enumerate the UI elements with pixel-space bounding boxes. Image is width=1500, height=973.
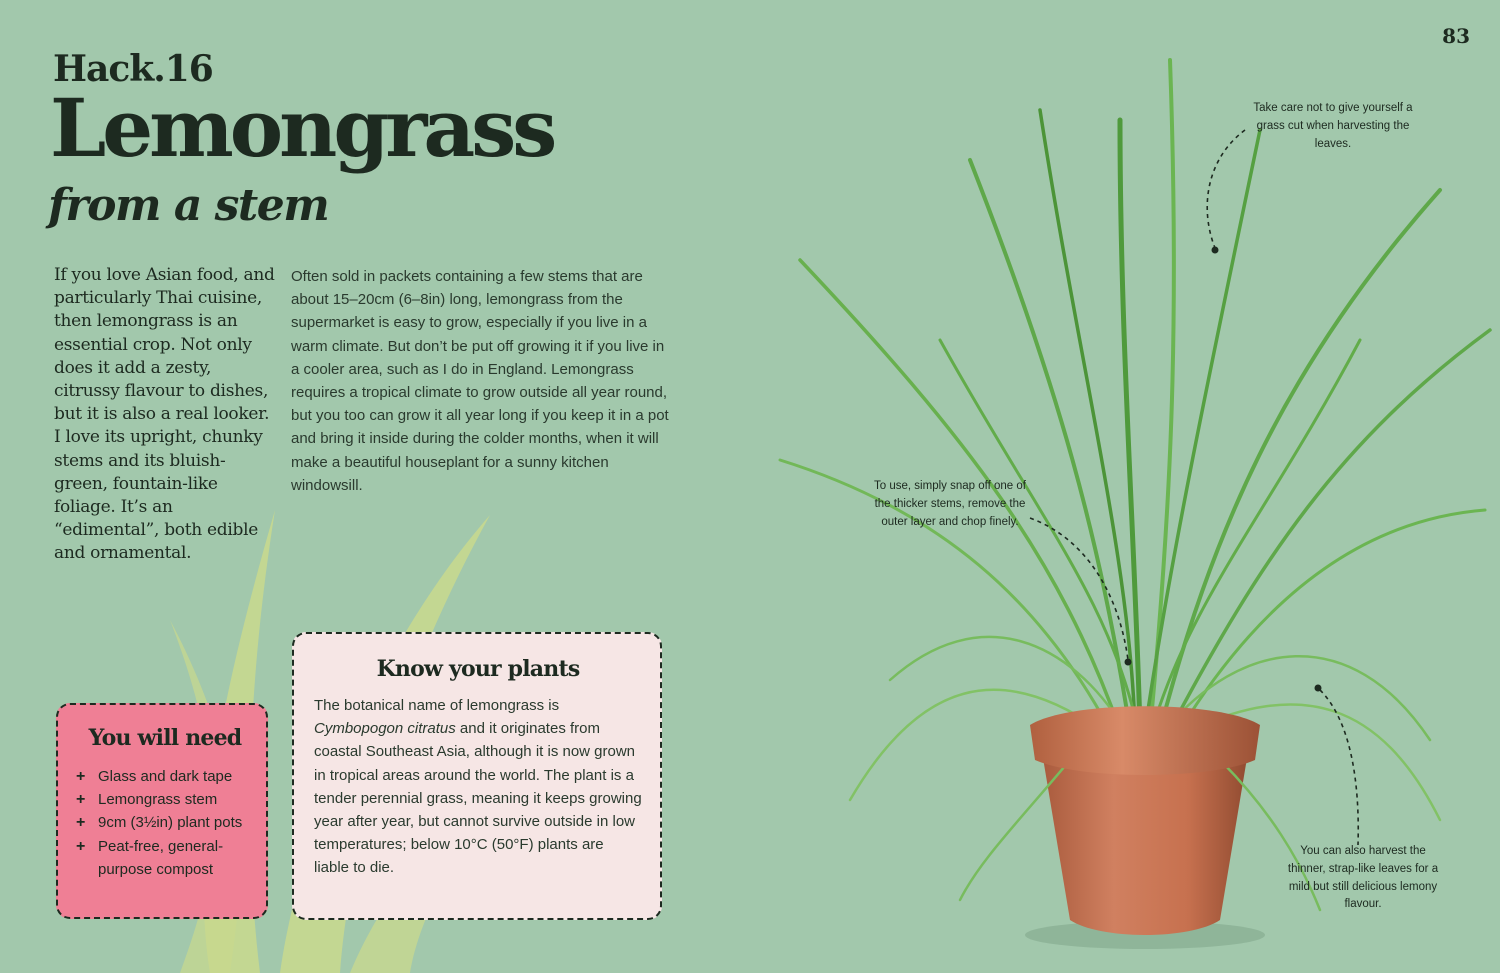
plus-icon: + <box>76 791 86 809</box>
list-item <box>76 765 254 788</box>
list-item <box>76 811 254 834</box>
you-will-need-title: You will need <box>88 725 242 751</box>
list-item-label: 9cm (3½in) plant pots <box>98 814 243 832</box>
lemongrass-plant-photo <box>740 40 1500 973</box>
know-your-plants-box <box>292 632 662 920</box>
materials-list <box>76 765 254 881</box>
plus-icon: + <box>76 768 86 785</box>
list-item-label: Glass and dark tape <box>98 768 233 785</box>
annotation-grass-cut: Take care not to give yourself a grass cut when harvesting the leaves. <box>1253 102 1413 150</box>
botanical-name: Cymbopogon citratus <box>314 720 456 738</box>
know-text-part-1: The botanical name of lemongrass is <box>314 697 560 714</box>
hack-label: Hack.16 <box>53 48 213 90</box>
page-title: Lemongrass <box>50 81 554 175</box>
you-will-need-box <box>56 703 268 919</box>
plus-icon: + <box>76 837 86 855</box>
know-your-plants-title: Know your plants <box>376 656 580 682</box>
page-number: 83 <box>1442 24 1470 48</box>
annotation-thinner-leaves: You can also harvest the thinner, strap-like leaves for a mild but still delicious lemony flavour. <box>1287 845 1439 911</box>
plus-icon: + <box>76 814 86 832</box>
list-item-label: Peat-free, general-purpose compost <box>98 837 224 878</box>
intro-paragraph: If you love Asian food, and particularly Thai cuisine, then lemongrass is an essential crop. Not only does it add a zesty, citrussy flavour to dishes, but it is also a real looker. I love its upright, chunky stems and its bluish-green, fountain-like foliage. It’s an “edimental”, both edible and ornamental. <box>54 265 275 564</box>
know-text-part-2: and it originates from coastal Southeast Asia, although it is now grown in tropical areas around the world. The plant is a tender perennial grass, meaning it keeps growing year after year, but cannot survive outside in low temperatures; below 10°C (50°F) plants are liable to die. <box>314 720 642 877</box>
list-item <box>76 788 254 811</box>
page-subtitle: from a stem <box>48 180 329 231</box>
body-paragraph: Often sold in packets containing a few stems that are about 15–20cm (6–8in) long, lemongrass from the supermarket is easy to grow, especially if you live in a warm climate. But don’t be put off growing it if you live in a cooler area, such as I do in England. Lemongrass requires a tropical climate to grow outside all year round, but you too can grow it all year long if you keep it in a pot and bring it inside during the colder months, when it will make a beautiful houseplant for a sunny kitchen windowsill. <box>291 268 669 494</box>
know-your-plants-text <box>314 694 642 880</box>
list-item <box>76 835 254 881</box>
annotation-snap-stem: To use, simply snap off one of the thicker stems, remove the outer layer and chop finely. <box>874 480 1026 528</box>
list-item-label: Lemongrass stem <box>98 791 218 809</box>
